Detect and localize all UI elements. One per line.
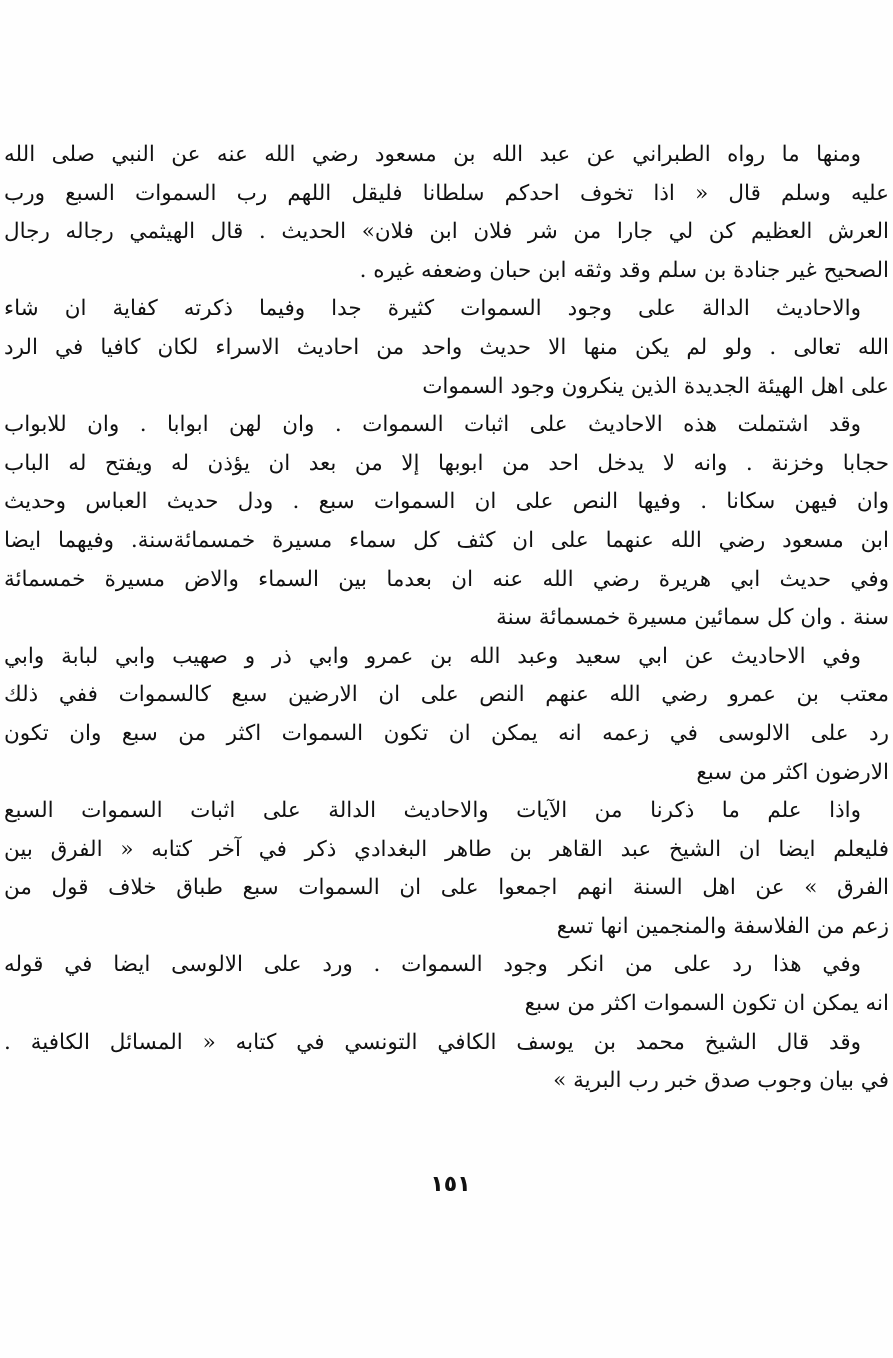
paragraph-4: [4, 638, 889, 792]
text-line: وفي الاحاديث عن ابي سعيد وعبد الله بن عمرو وابي ذر و صهيب وابي لبابة وابي: [4, 643, 861, 669]
text-line: سنة . وان كل سمائين مسيرة خمسمائة سنة: [496, 605, 889, 631]
paragraph-7: [4, 1024, 889, 1101]
text-line: الفرق » عن اهل السنة انهم اجمعوا على ان السموات سبع طباق خلاف قول من: [4, 875, 889, 901]
text-line: انه يمكن ان تكون السموات اكثر من سبع: [524, 991, 889, 1017]
paragraph-3: [4, 406, 889, 638]
text-line: وفي هذا رد على من انكر وجود السموات . ورد على الالوسى ايضا في قوله: [4, 952, 861, 978]
paragraph-1: [4, 136, 889, 290]
body-text: [0, 136, 893, 1101]
text-line: ومنها ما رواه الطبراني عن عبد الله بن مسعود رضي الله عنه عن النبي صلى الله: [4, 142, 861, 167]
text-line: معتب بن عمرو رضي الله عنهم النص على ان الارضين سبع كالسموات ففي ذلك: [4, 682, 889, 708]
text-line: الله تعالى . ولو لم يكن منها الا حديث واحد من احاديث الاسراء لكان كافيا في الرد: [4, 334, 889, 360]
text-line: الصحيح غير جنادة بن سلم وقد وثقه ابن حبان وضعفه غيره .: [359, 257, 889, 283]
text-line: وان فيهن سكانا . وفيها النص على ان السموات سبع . ودل حديث العباس وحديث: [4, 489, 889, 515]
text-line: وقد قال الشيخ محمد بن يوسف الكافي التونسي في كتابه « المسائل الكافية .: [4, 1029, 861, 1055]
paragraph-6: [4, 946, 889, 1023]
text-line: وقد اشتملت هذه الاحاديث على اثبات السموات . وان لهن ابوابا . وان للابواب: [4, 412, 861, 438]
text-line: زعم من الفلاسفة والمنجمين انها تسع: [556, 913, 889, 939]
text-line: حجابا وخزنة . وانه لا يدخل احد من ابوبها إلا من بعد ان يؤذن له ويفتح له الباب: [4, 450, 889, 476]
text-line: على اهل الهيئة الجديدة الذين ينكرون وجود السموات: [422, 373, 889, 399]
text-line: وفي حديث ابي هريرة رضي الله عنه ان بعدما بين السماء والاض مسيرة خمسمائة: [4, 566, 889, 592]
text-line: رد على الالوسى في زعمه انه يمكن ان تكون السموات اكثر من سبع وان تكون: [4, 720, 889, 746]
paragraph-2: [4, 290, 889, 406]
text-line: عليه وسلم قال « اذا تخوف احدكم سلطانا فليقل اللهم رب السموات السبع ورب: [4, 180, 889, 206]
text-line: في بيان وجوب صدق خبر رب البرية »: [553, 1068, 889, 1094]
page-number: ١٥١: [430, 1172, 471, 1197]
text-line: العرش العظيم كن لي جارا من شر فلان ابن فلان» الحديث . قال الهيثمي رجاله رجال: [4, 219, 889, 245]
text-line: والاحاديث الدالة على وجود السموات كثيرة جدا وفيما ذكرته كفاية ان شاء: [4, 296, 861, 322]
paragraph-5: [4, 792, 889, 946]
text-line: الارضون اكثر من سبع: [696, 759, 889, 785]
text-line: فليعلم ايضا ان الشيخ عبد القاهر بن طاهر البغدادي ذكر في آخر كتابه « الفرق بين: [4, 836, 889, 862]
text-line: ابن مسعود رضي الله عنهما على ان كثف كل سماء مسيرة خمسمائةسنة. وفيهما ايضا: [4, 527, 889, 553]
text-line: واذا علم ما ذكرنا من الآيات والاحاديث الدالة على اثبات السموات السبع: [4, 798, 861, 824]
